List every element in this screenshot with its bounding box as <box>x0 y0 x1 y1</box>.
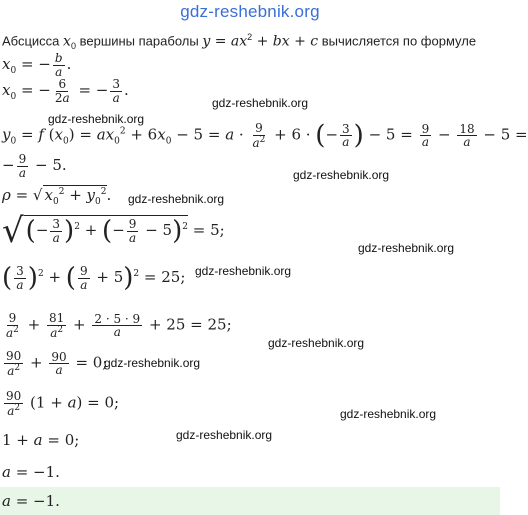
intro-text-3: вычисляется по формуле <box>321 33 477 49</box>
formula-y0-result: − $\frac{9}{a}$ − 5. <box>2 152 67 180</box>
answer-text: a = −1. <box>2 492 60 510</box>
watermark: gdz-reshebnik.org <box>128 192 225 206</box>
watermark: gdz-reshebnik.org <box>195 264 292 278</box>
formula-rho: ρ = √ $x_0^2 + y_0^2$. <box>2 186 112 207</box>
formula-simplified: $\frac{90}{a^2}$ + $\frac{90}{a}$ = 0; <box>6 349 108 378</box>
site-header[interactable]: gdz-reshebnik.org <box>180 2 320 21</box>
watermark: gdz-reshebnik.org <box>293 168 390 182</box>
watermark: gdz-reshebnik.org <box>268 336 365 350</box>
intro-text-2: вершины параболы <box>79 33 199 49</box>
formula-result: a = −1. <box>2 463 60 481</box>
formula-squared: ( $\frac{3}{a}$ )$^2$ + ( $\frac{9}{a}$ + 5)$^2$ = 25; <box>2 263 186 294</box>
watermark: gdz-reshebnik.org <box>104 356 201 370</box>
formula-expanded: $\frac{9}{a^2}$ + $\frac{81}{a^2}$ + $\frac{2 \cdot 5 \cdot 9}{a}$ + 25 = 25; <box>6 311 232 340</box>
watermark: gdz-reshebnik.org <box>340 407 437 421</box>
formula-distance: √(− $\frac{3}{a}$ )$^2$ + (− $\frac{9}{a}$ − 5)$^2$ = 5; <box>2 211 225 251</box>
watermark: gdz-reshebnik.org <box>358 241 455 255</box>
formula-factored: $\frac{90}{a^2}$ (1 + a) = 0; <box>6 389 120 418</box>
intro-line: Абсцисса $x_0$ вершины параболы $y = ax^2$ + bx + c вычисляется по формуле <box>2 32 477 51</box>
intro-text: Абсцисса <box>2 33 60 49</box>
watermark: gdz-reshebnik.org <box>176 428 273 442</box>
formula-linear: 1 + a = 0; <box>2 431 80 449</box>
formula-x0-value: $x_0$ = − $\frac{6}{2a}$ = − $\frac{3}{a}$ . <box>2 77 129 105</box>
formula-x0-general: $x_0$ = − $\frac{b}{a}$ . <box>2 51 72 79</box>
answer-box <box>0 487 500 515</box>
watermark: gdz-reshebnik.org <box>212 96 309 110</box>
watermark: gdz-reshebnik.org <box>48 112 145 126</box>
formula-y0: $y_0 = f$ $(x_0) = ax_0^2 + 6x_0 - 5 = a$ · $\frac{9}{a^2}$ + 6 · (− $\frac{3}{a}$ ) − 5 = $\frac{9}{a}$ − $\frac{18}{a}$ − 5 = <box>2 120 528 151</box>
